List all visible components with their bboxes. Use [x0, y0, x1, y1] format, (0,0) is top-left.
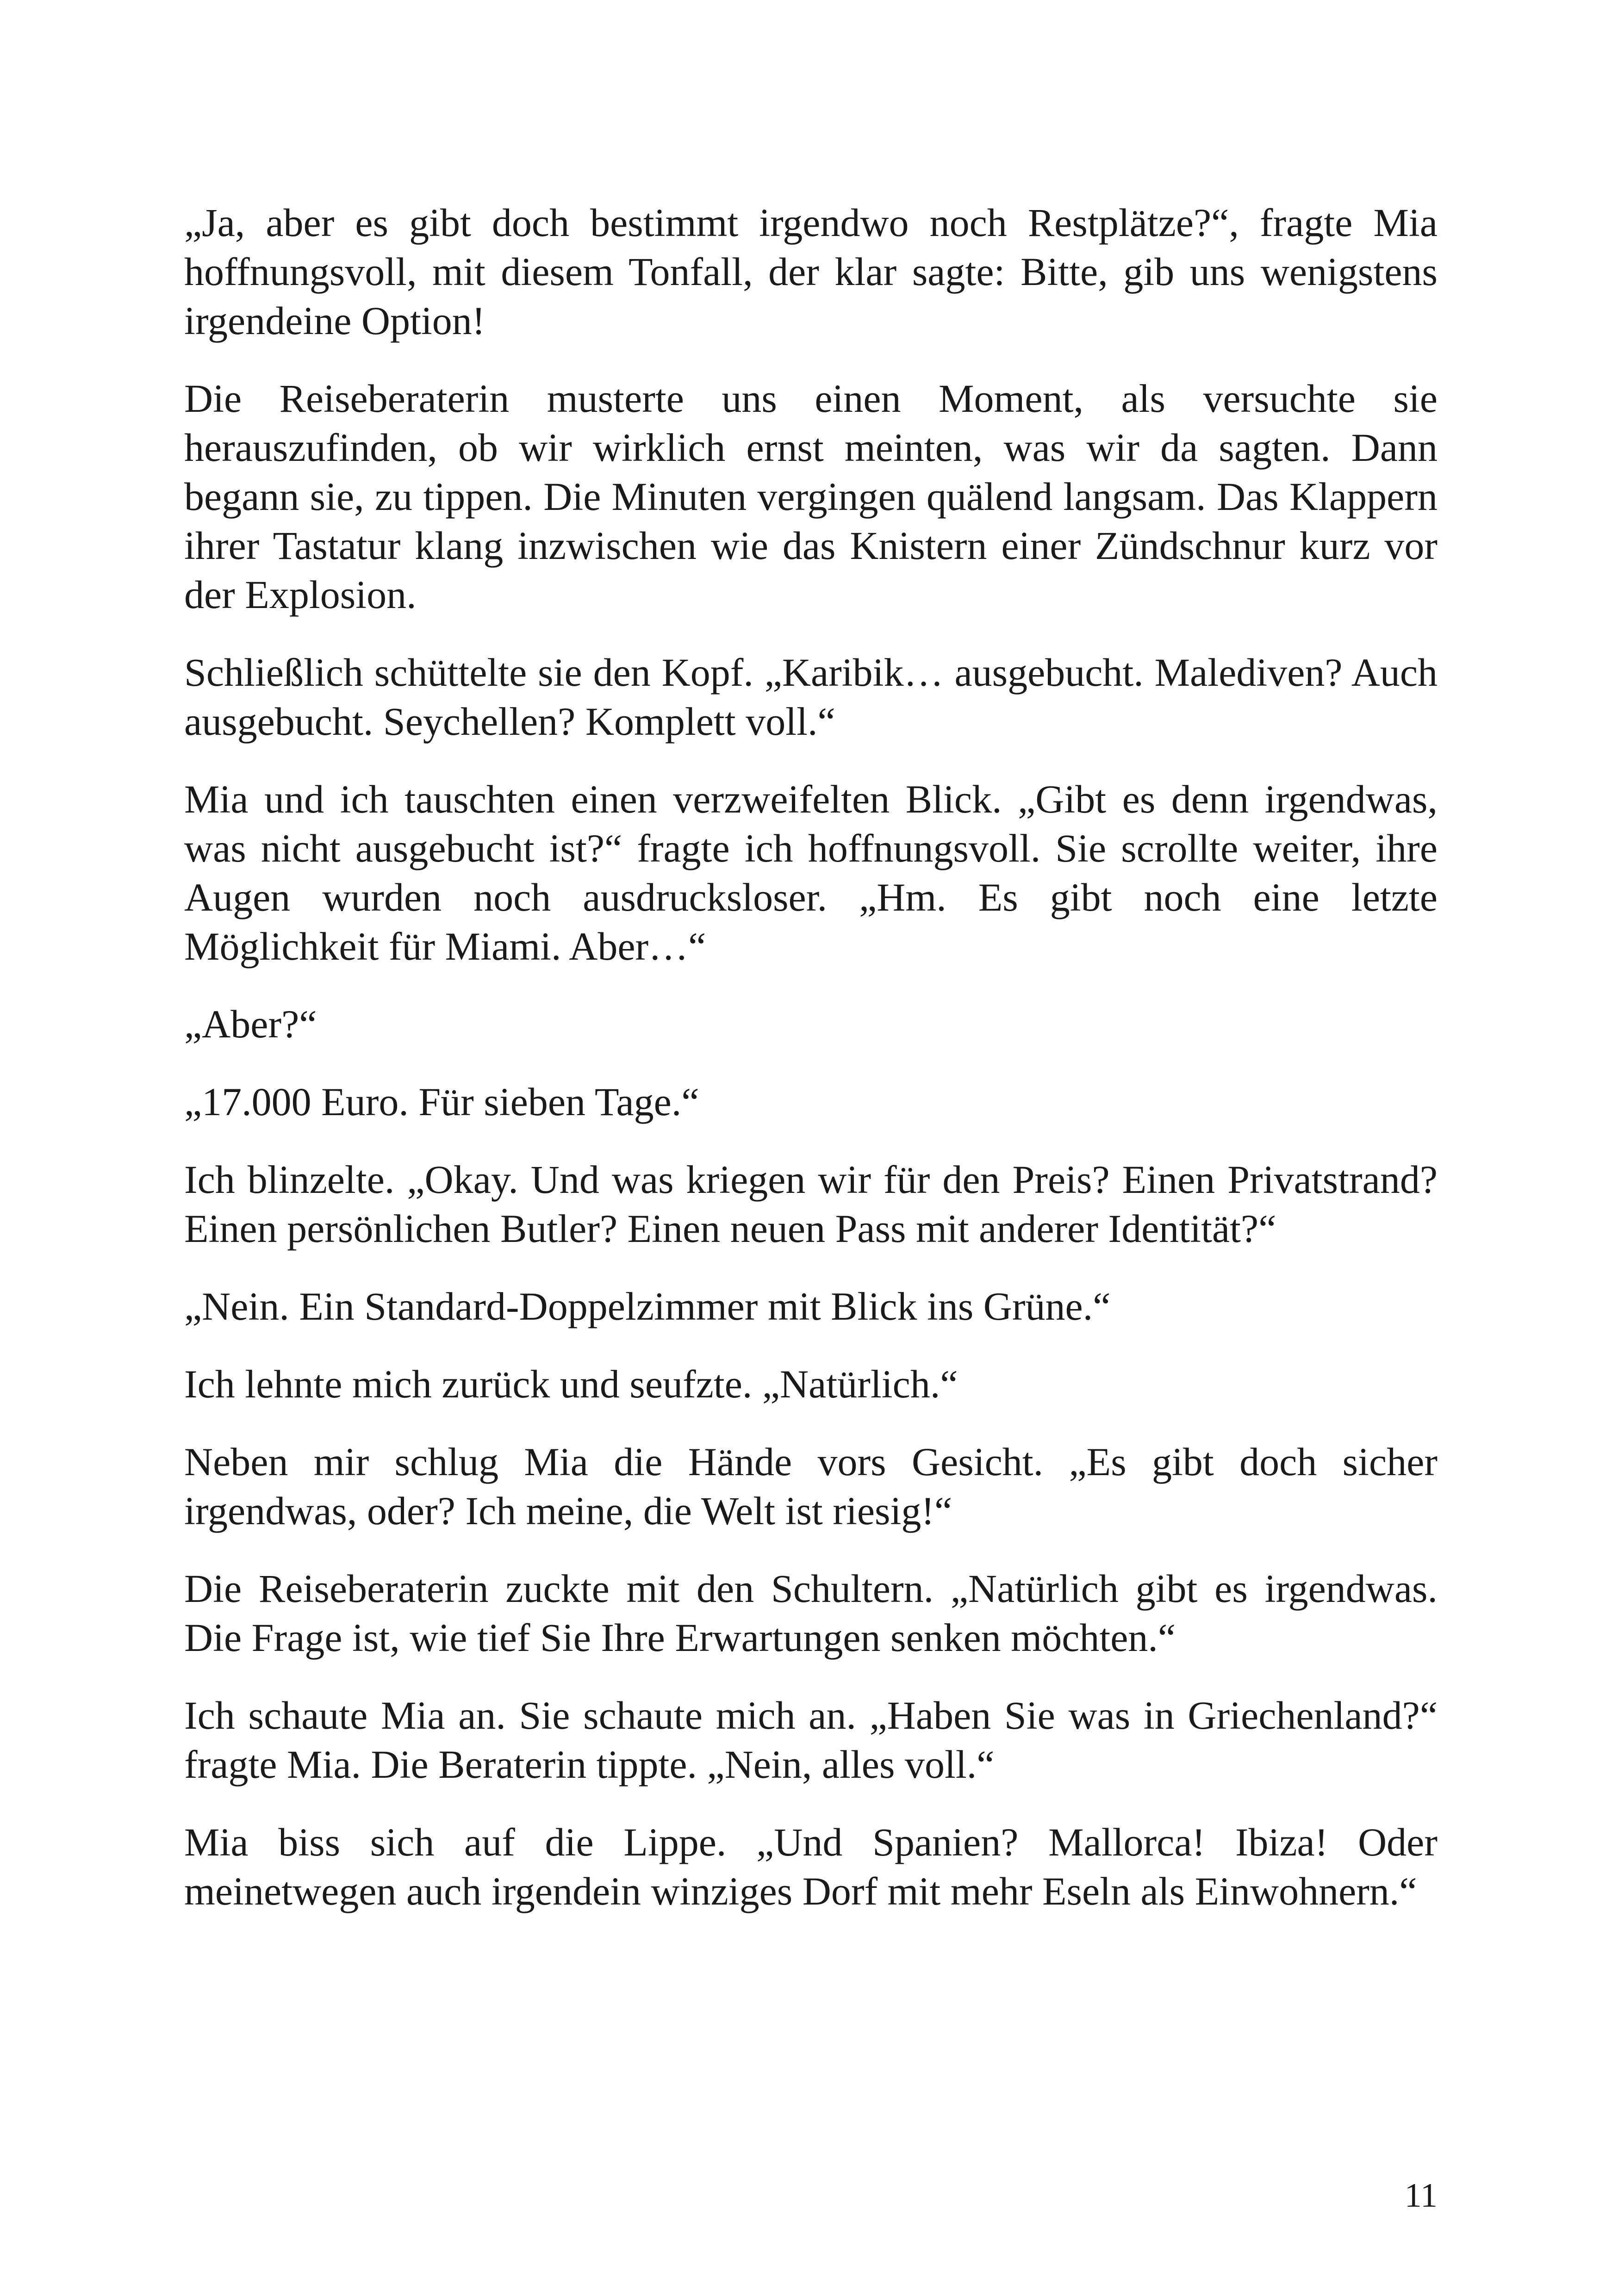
- paragraph: Ich schaute Mia an. Sie schaute mich an. „Haben Sie was in Griechenland?“ fragte Mia. Die Beraterin tippte. „Nein, alles voll.“: [184, 1693, 1438, 1787]
- paragraph: Ich blinzelte. „Okay. Und was kriegen wir für den Preis? Einen Privatstrand? Einen persönlichen Butler? Einen neuen Pass mit anderer Identität?“: [184, 1157, 1438, 1251]
- paragraph: „17.000 Euro. Für sieben Tage.“: [184, 1080, 699, 1124]
- paragraph: „Ja, aber es gibt doch bestimmt irgendwo noch Restplätze?“, fragte Mia hoffnungsvoll, mit diesem Tonfall, der klar sagte: Bitte, gib uns wenigstens irgendeine Option!: [184, 200, 1438, 343]
- paragraph: „Aber?“: [184, 1002, 317, 1046]
- paragraph: Die Reiseberaterin zuckte mit den Schultern. „Natürlich gibt es irgendwas. Die Frage ist, wie tief Sie Ihre Erwartungen senken möchten.“: [184, 1566, 1438, 1660]
- paragraph: Neben mir schlug Mia die Hände vors Gesicht. „Es gibt doch sicher irgendwas, oder? Ich meine, die Welt ist riesig!“: [184, 1440, 1438, 1533]
- page-number: 11: [1404, 2177, 1438, 2215]
- paragraph: „Nein. Ein Standard-Doppelzimmer mit Blick ins Grüne.“: [184, 1284, 1111, 1328]
- body-text: [184, 198, 1438, 1944]
- paragraph: Mia und ich tauschten einen verzweifelten Blick. „Gibt es denn irgendwas, was nicht ausgebucht ist?“ fragte ich hoffnungsvoll. Sie scrollte weiter, ihre Augen wurden noch ausdrucksloser. „Hm. Es gibt noch eine letzte Möglichkeit für Miami. Aber…“: [184, 777, 1438, 968]
- paragraph: Die Reiseberaterin musterte uns einen Moment, als versuchte sie herauszufinden, ob wir wirklich ernst meinten, was wir da sagten. Dann begann sie, zu tippen. Die Minuten vergingen quälend langsam. Das Klappern ihrer Tastatur klang inzwischen wie das Knistern einer Zündschnur kurz vor der Explosion.: [184, 376, 1438, 617]
- paragraph: Schließlich schüttelte sie den Kopf. „Karibik… ausgebucht. Malediven? Auch ausgebucht. Seychellen? Komplett voll.“: [184, 650, 1438, 744]
- paragraph: Ich lehnte mich zurück und seufzte. „Natürlich.“: [184, 1362, 958, 1406]
- paragraph: Mia biss sich auf die Lippe. „Und Spanien? Mallorca! Ibiza! Oder meinetwegen auch irgendein winziges Dorf mit mehr Eseln als Einwohnern.“: [184, 1820, 1438, 1913]
